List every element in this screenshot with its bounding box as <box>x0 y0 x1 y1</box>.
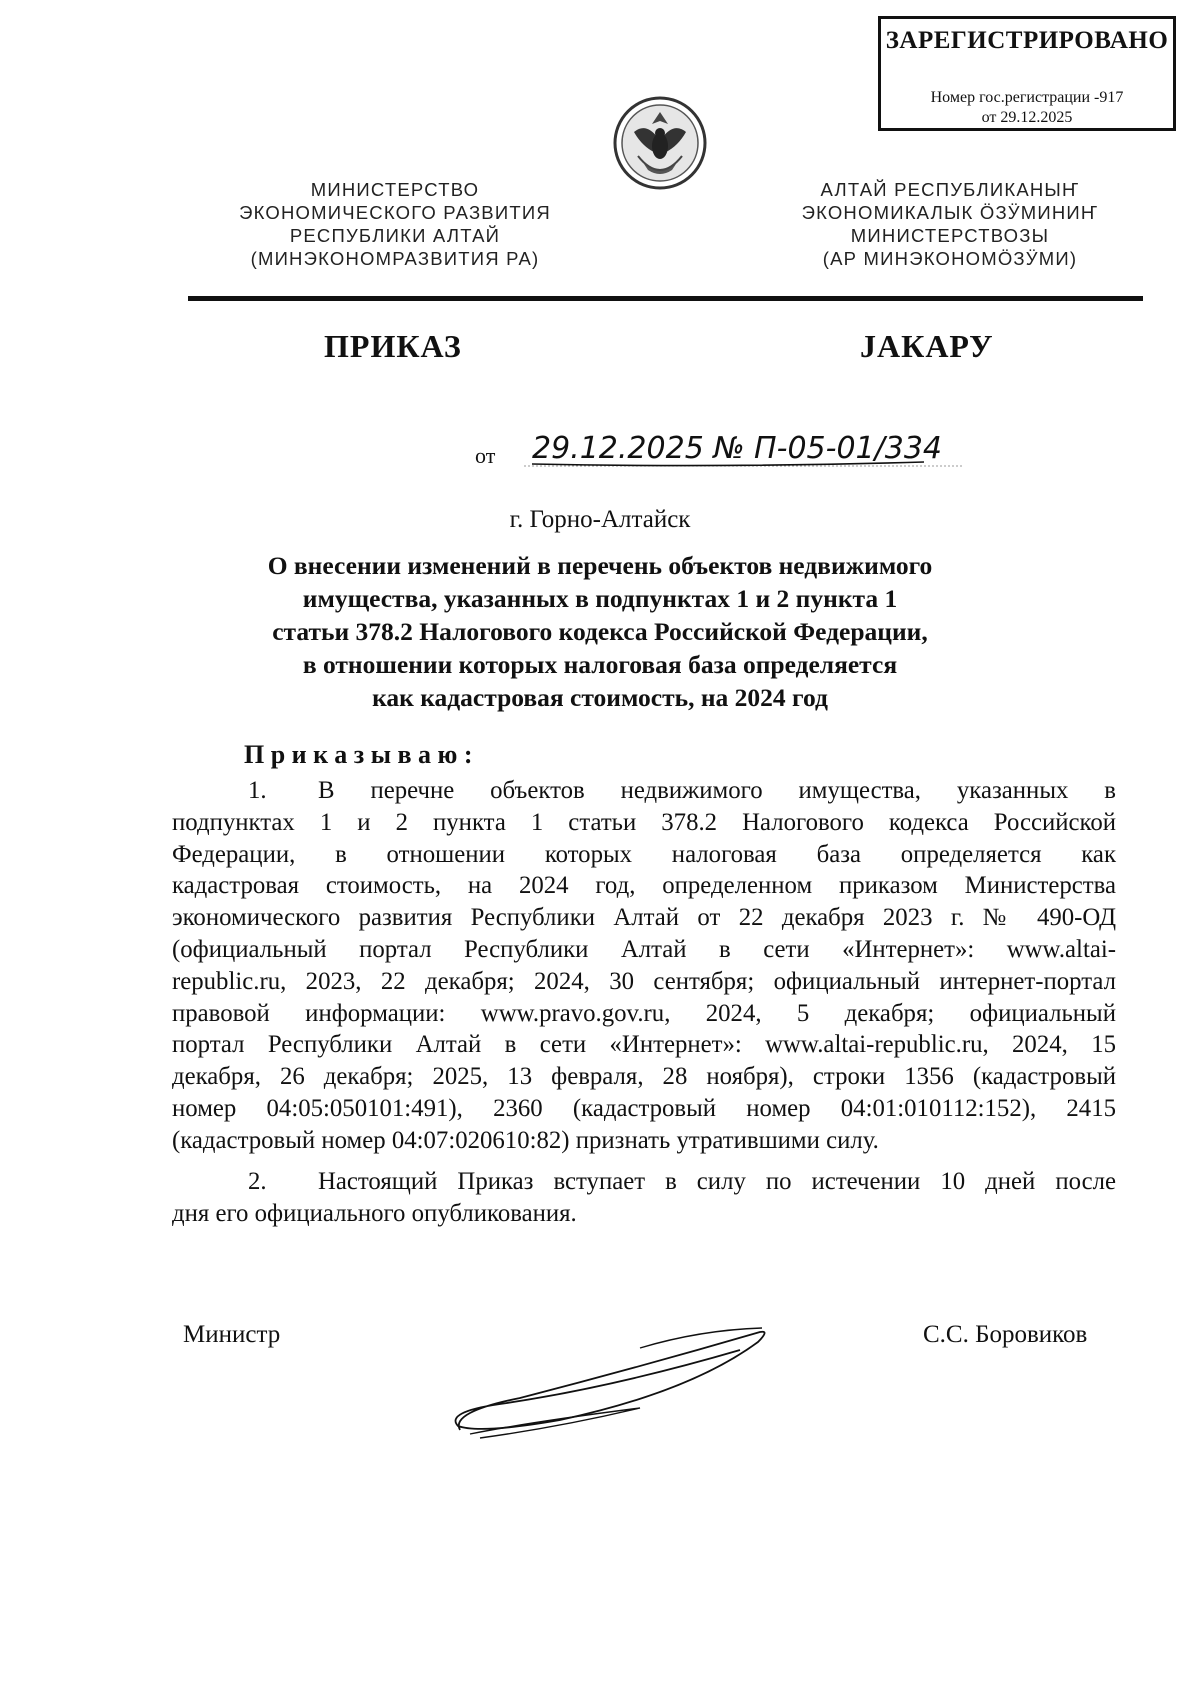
ministry-line: ЭКОНОМИКАЛЫК ӦЗӰМИНИҤ <box>801 202 1099 223</box>
paragraph-line: Федерации, в отношении которых налоговая база определяется как <box>172 840 1116 868</box>
paragraph-line: кадастровая стоимость, на 2024 год, определенном приказом Министерства <box>172 872 1116 900</box>
doc-type-altai: ЈАКАРУ <box>860 328 994 364</box>
paragraph-1 <box>172 775 1116 1157</box>
signatory-name: С.С. Боровиков <box>923 1321 1088 1348</box>
title-line: О внесении изменений в перечень объектов недвижимого <box>267 551 933 580</box>
title-line: в отношении которых налоговая база определяется <box>302 650 898 679</box>
ministry-line: АЛТАЙ РЕСПУБЛИКАНЫҤ <box>820 179 1080 200</box>
paragraph-2 <box>172 1166 1116 1230</box>
registration-stamp <box>878 16 1176 131</box>
order-heading: Приказываю: <box>244 740 480 769</box>
ministry-line: МИНИСТЕРСТВО <box>310 179 480 200</box>
paragraph-number: 1. <box>248 777 267 804</box>
stamp-registration-number: Номер гос.регистрации -917 <box>930 89 1124 106</box>
ministry-name-altai <box>740 178 1160 270</box>
city: г. Горно-Алтайск <box>509 506 691 533</box>
ministry-line: (МИНЭКОНОМРАЗВИТИЯ РА) <box>250 248 540 269</box>
paragraph-first-line: В перечне объектов недвижимого имущества, указанных в <box>318 777 1116 804</box>
paragraph-line: republic.ru, 2023, 22 декабря; 2024, 30 сентября; официальный интернет-портал <box>172 967 1116 995</box>
svg-text:29.12.2025 № П-05-01/334: 29.12.2025 № П-05-01/334 <box>532 431 942 466</box>
header-divider <box>188 296 1143 301</box>
coat-of-arms-icon <box>608 94 712 192</box>
paragraph-line: декабря, 26 декабря; 2025, 13 февраля, 28 ноября), строки 1356 (кадастровый <box>172 1063 1116 1091</box>
ministry-line: ЭКОНОМИЧЕСКОГО РАЗВИТИЯ <box>239 202 551 223</box>
ministry-line: МИНИСТЕРСТВОЗЫ <box>850 225 1050 246</box>
paragraph-first-line: Настоящий Приказ вступает в силу по истечении 10 дней после <box>318 1168 1116 1195</box>
ministry-name-russian <box>205 178 585 270</box>
title-line: имущества, указанных в подпунктах 1 и 2 пункта 1 <box>302 584 898 613</box>
paragraph-line: правовой информации: www.pravo.gov.ru, 2024, 5 декабря; официальный <box>172 999 1116 1027</box>
paragraph-line: номер 04:05:050101:491), 2360 (кадастровый номер 04:01:010112:152), 2415 <box>172 1094 1116 1122</box>
title-line: как кадастровая стоимость, на 2024 год <box>372 683 828 712</box>
paragraph-number: 2. <box>248 1168 267 1195</box>
title-line: статьи 378.2 Налогового кодекса Российской Федерации, <box>272 617 928 646</box>
paragraph-line: портал Республики Алтай в сети «Интернет»: www.altai-republic.ru, 2024, 15 <box>172 1031 1116 1059</box>
ministry-line: (АР МИНЭКОНОМӦЗӰМИ) <box>822 248 1078 269</box>
stamp-title: ЗАРЕГИСТРИРОВАНО <box>885 27 1169 54</box>
paragraph-line: дня его официального опубликования. <box>172 1199 577 1227</box>
paragraph-line <box>172 775 1116 807</box>
handwritten-date-number <box>524 422 964 474</box>
paragraph-line: подпунктах 1 и 2 пункта 1 статьи 378.2 Налогового кодекса Российской <box>172 808 1116 836</box>
paragraph-line: (кадастровый номер 04:07:020610:82) признать утратившими силу. <box>172 1126 879 1154</box>
handwritten-signature <box>440 1312 770 1444</box>
signatory-role: Министр <box>183 1321 281 1348</box>
document-title <box>230 549 970 714</box>
paragraph-line: экономического развития Республики Алтай от 22 декабря 2023 г. № 490-ОД <box>172 904 1116 932</box>
paragraph-line <box>172 1166 1116 1198</box>
doc-type-russian: ПРИКАЗ <box>324 328 462 364</box>
paragraph-line: (официальный портал Республики Алтай в сети «Интернет»: www.altai- <box>172 935 1116 963</box>
stamp-registration-date: от 29.12.2025 <box>981 109 1073 126</box>
date-prefix: от <box>475 443 496 468</box>
ministry-line: РЕСПУБЛИКИ АЛТАЙ <box>289 225 501 246</box>
